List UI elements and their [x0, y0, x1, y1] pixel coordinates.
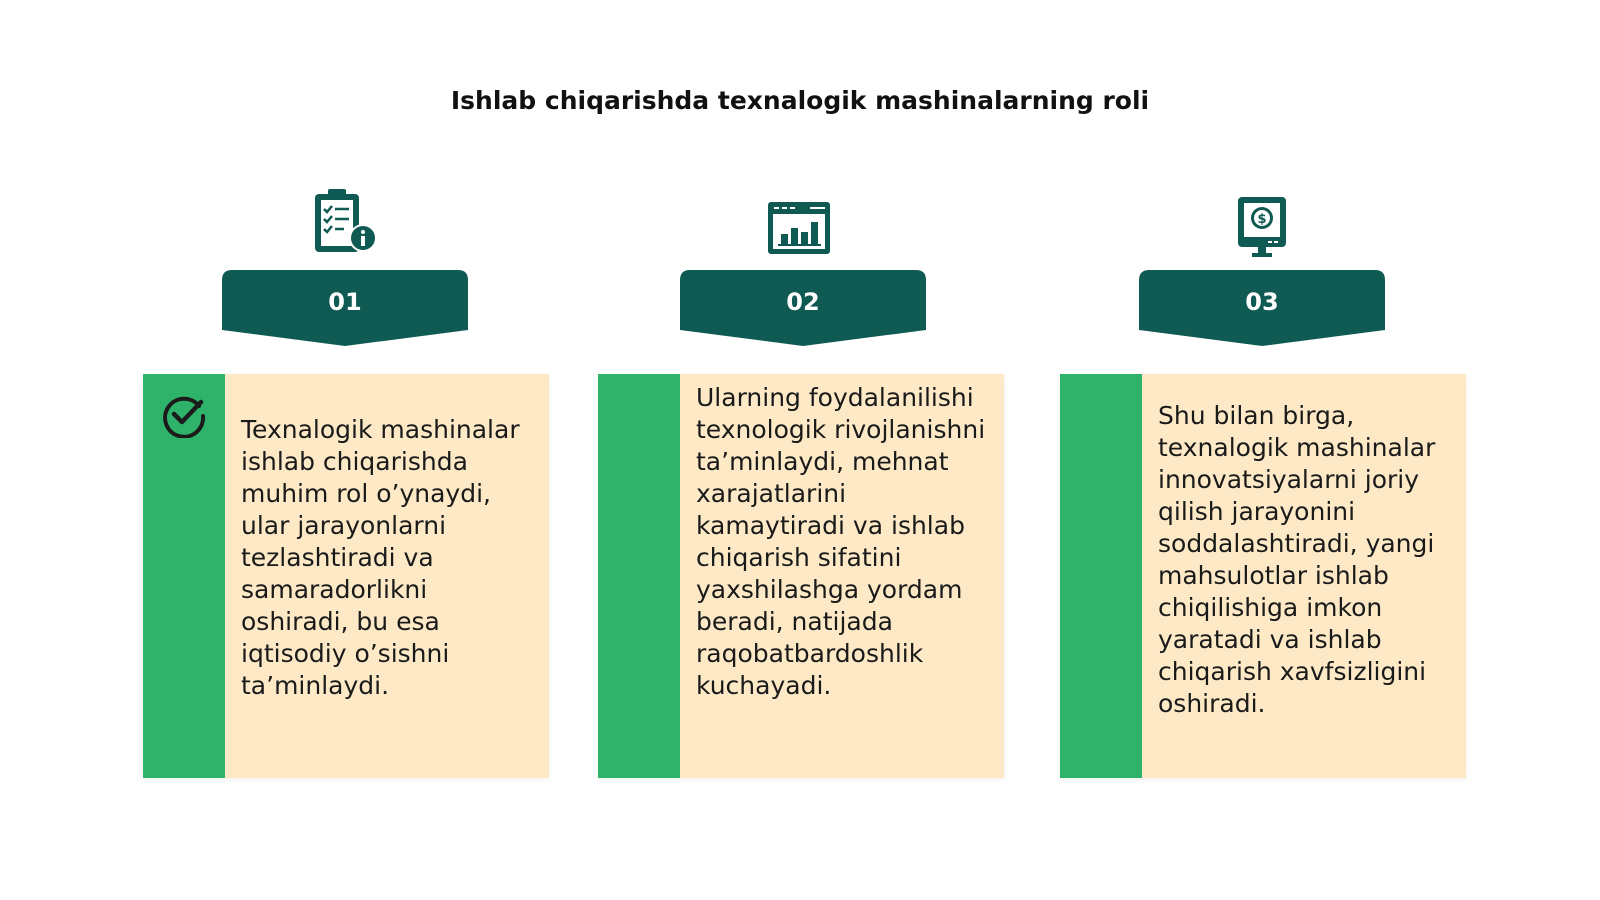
step-badge-01: [222, 270, 468, 352]
step-number: 03: [1245, 288, 1279, 316]
step-description: Ularning foydalanilishi texnologik rivojlanishni ta’minlaydi, mehnat xarajatlarini kamaytiradi va ishlab chiqarish sifatini yaxshilashga yordam beradi, natijada raqobatbardoshlik kuchayadi.: [696, 383, 986, 700]
svg-text:$: $: [1257, 212, 1267, 227]
step-badge-03: [1139, 270, 1385, 352]
step-badge-02: [680, 270, 926, 352]
step-card-01: [143, 374, 549, 778]
monitor-dollar-icon: [1228, 192, 1298, 262]
card-accent-bar: [598, 374, 680, 778]
card-accent-bar: [1060, 374, 1142, 778]
check-circle-icon: [161, 392, 207, 438]
step-card-03: [1060, 374, 1466, 778]
clipboard-checklist-info-icon: [310, 186, 380, 256]
step-number: 02: [786, 288, 820, 316]
card-body: [680, 374, 1004, 778]
browser-bar-chart-icon: [765, 192, 835, 262]
page-title: Ishlab chiqarishda texnalogik mashinalarning roli: [450, 86, 1150, 115]
step-number: 01: [328, 288, 362, 316]
step-description: Texnalogik mashinalar ishlab chiqarishda muhim rol o’ynaydi, ular jarayonlarni tezlashtiradi va samaradorlikni oshiradi, bu esa iqtisodiy o’sishni ta’minlaydi.: [241, 415, 520, 700]
step-description: Shu bilan birga, texnalogik mashinalar innovatsiyalarni joriy qilish jarayonini soddalashtiradi, yangi mahsulotlar ishlab chiqilishiga imkon yaratadi va ishlab chiqarish xavfsizligini oshiradi.: [1158, 401, 1436, 718]
card-body: [225, 374, 549, 778]
step-card-02: [598, 374, 1004, 778]
card-accent-bar: [143, 374, 225, 778]
card-body: [1142, 374, 1466, 778]
